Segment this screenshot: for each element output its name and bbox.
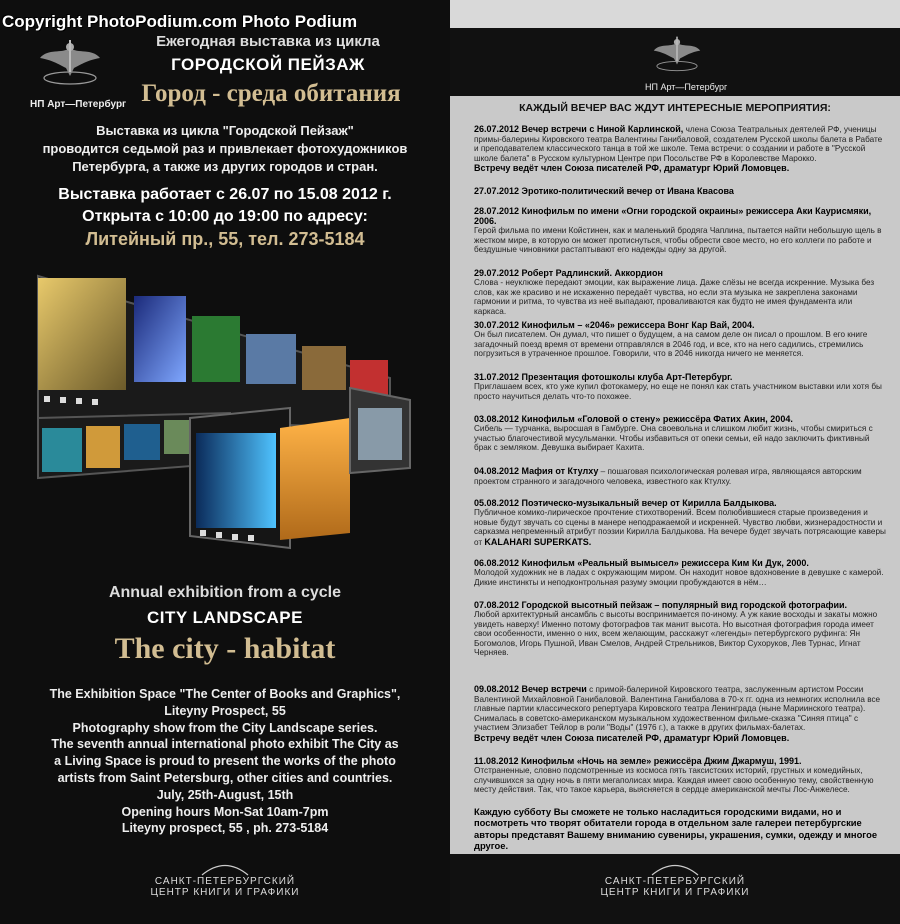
event-text: – пошаговая психологическая ролевая игра, являющаяся авторским проектом странного и загадочного человека, известного как Ктулху.	[474, 467, 862, 486]
ru-title-main: Город - среда обитания	[141, 80, 401, 107]
event-text: Герой фильма по имени Койстинен, как и маленький бродяга Чаплина, пытается найти небольшую щель в жестком мире, в которую он может протиснуться, чтобы обрести свое место, но его коллеги по работе и бездушные чиновники растаптывают его надежды одну за другой.	[474, 226, 882, 255]
en-title-line2: CITY LANDSCAPE	[147, 608, 303, 627]
ru-address: Литейный пр., 55, тел. 273-5184	[85, 229, 365, 249]
en-desc-line: The Exhibition Space "The Center of Books and Graphics",	[49, 687, 401, 701]
en-desc-line: Photography show from the City Landscape series.	[72, 720, 378, 735]
logo-caption: НП Арт—Петербург	[645, 82, 728, 92]
event-item	[474, 414, 886, 453]
event-title: 03.08.2012 Кинофильм «Головой о стену» режиссёра Фатих Акин, 2004.	[474, 414, 793, 424]
event-text: члена Союза Театральных деятелей РФ, ученицы примы-балерины Кировского театра Валентины Ганибаловой, создателем Русской школы балета в Рабате и преподавателем классического танца в той же школе. Тема встречи: о создании и работе в "Русской школе балета" в Русском культурном Центре при Посольстве РФ в Королевстве Марокко.	[474, 125, 883, 163]
en-desc-line: The seventh annual international photo exhibit The City as	[51, 737, 399, 752]
program-closing: Каждую субботу Вы сможете не только насладиться городскими видами, но и посмотреть что творят обитатели города в отдельном зале галереи петербургские авторы представят Вашему вниманию сувениры, украшения, сумки, одежду и многое другое.	[474, 806, 878, 852]
angel-logo-icon	[645, 32, 709, 80]
top-strip	[450, 0, 900, 28]
en-desc-line: July, 25th-August, 15th	[156, 787, 294, 802]
event-text: с примой-балериной Кировского театра, заслуженным артистом России Валентиной Михайловной Ганибаловой. Валентина Ганибалова в 70-х гг. одна из немногих исполнила все главные партии классического репертуара Кировского театра Ленинграда (ныне Мариинского театра). Снималась в советско-американском музыкальном художественном фильме-сказка "Синяя птица" с участием Элизабет Тейлор в роли "Воды" (1976 г.), а также в других фильмах-балетах.	[474, 685, 881, 733]
event-item	[474, 558, 886, 587]
ru-title-line1: Ежегодная выставка из цикла	[156, 33, 380, 50]
en-desc-line: Liteyny prospect, 55 , ph. 273-5184	[121, 821, 329, 836]
event-text: Сибель — турчанка, выросшая в Гамбурге. Она своевольна и слишком любит жизнь, чтобы смириться с участью благочестивой мусульманки. Чтобы избавиться от опеки семьи, ей надо заключить фиктивный брак с земляком. Девушка выбирает Кахита.	[474, 424, 873, 453]
event-title: 11.08.2012 Кинофильм «Ночь на земле» режиссёра Джим Джармуш, 1991.	[474, 756, 802, 766]
poster-right	[450, 0, 900, 924]
footer-line: ЦЕНТР КНИГИ И ГРАФИКИ	[150, 887, 300, 898]
film-strip-image	[30, 268, 430, 558]
event-item	[474, 498, 886, 547]
event-title: 29.07.2012 Роберт Радлинский. Аккордион	[474, 268, 663, 278]
event-title: 28.07.2012 Кинофильм по имени «Огни городской окраины» режиссера Аки Каурисмяки, 2006.	[474, 206, 872, 226]
en-desc-line: a Living Space is proud to present the works of the photo	[54, 754, 396, 769]
event-note: Встречу ведёт член Союза писателей РФ, драматург Юрий Ломовцев.	[474, 732, 790, 743]
event-title: 26.07.2012 Вечер встречи с Ниной Карлинской,	[474, 124, 684, 134]
footer-line: ЦЕНТР КНИГИ И ГРАФИКИ	[600, 887, 750, 898]
ru-desc-line: Петербурга, а также из других городов и стран.	[72, 159, 378, 174]
angel-logo-icon	[30, 34, 110, 96]
footer-line: САНКТ-ПЕТЕРБУРГСКИЙ	[604, 876, 746, 887]
event-text: Отстраненные, словно подсмотренные из космоса пять таксистских историй, грустных и комедийных, случившихся за одну ночь в пяти мегаполисах мира. Каждая имеет свою особенную тему, свойственную месту действия. Так, что такое карьера, выясняется в сердце американской мечты Лос-Анжелесе.	[474, 766, 874, 795]
event-item	[474, 206, 886, 255]
event-note: KALAHARI SUPERKATS.	[484, 536, 592, 547]
event-text: Любой архитектурный ансамбль с высоты воспринимается по-иному. А уж какие восходы и закаты можно увидеть наверху! Именно потому фотографов так манит высота. Но высотная фотография города имеет свои особенности, именно о них, всем желающим, расскажут «легенды» петербургского руфинга: Ян Богомолов, Игорь Пушной, Иван Смелов, Андрей Стрельников, Виктор Сухоруков, Лев Турнас, Игнат Черняев.	[474, 610, 878, 658]
event-item	[474, 756, 886, 795]
event-item	[474, 600, 886, 658]
logo-small	[645, 32, 728, 92]
en-desc-line: artists from Saint Petersburg, other cities and countries.	[57, 770, 393, 785]
event-note: Встречу ведёт член Союза писателей РФ, драматург Юрий Ломовцев.	[474, 163, 790, 174]
watermark: Copyright PhotoPodium.com Photo Podium	[2, 12, 358, 31]
event-title: 05.08.2012 Поэтическо-музыкальный вечер от Кирилла Балдыкова.	[474, 498, 777, 508]
event-title: 06.08.2012 Кинофильм «Реальный вымысел» режиссера Ким Ки Дук, 2000.	[474, 558, 809, 568]
event-item	[474, 124, 886, 173]
en-description	[20, 686, 430, 837]
arch-icon	[650, 862, 700, 876]
event-text: Публичное комико-лирическое прочтение стихотворений. Всем полюбившиеся старые произведения и новые будут звучать со сцены в манере неподражаемой и искренней. Чувство любви, жизнерадостности и сарказма непременный атрибут поэзии Кирилла Балдыкова. На вечере будет звучать потрясающие каверы от	[474, 508, 886, 547]
event-item	[474, 320, 886, 359]
ru-desc-line: Выставка из цикла "Городской Пейзаж"	[96, 123, 354, 138]
arch-icon	[200, 862, 250, 876]
ru-title-line2: ГОРОДСКОЙ ПЕЙЗАЖ	[171, 55, 365, 74]
program-heading: КАЖДЫЙ ВЕЧЕР ВАС ЖДУТ ИНТЕРЕСНЫЕ МЕРОПРИЯТИЯ:	[519, 102, 831, 114]
event-title: 30.07.2012 Кинофильм – «2046» режиссера Вонг Кар Вай, 2004.	[474, 320, 755, 330]
event-item	[474, 268, 886, 316]
event-title: 09.08.2012 Вечер встречи	[474, 684, 587, 694]
ru-dates: Выставка работает с 26.07 по 15.08 2012 г.	[58, 186, 392, 203]
event-item	[474, 372, 886, 401]
event-item	[474, 684, 886, 743]
ru-hours: Открыта с 10:00 до 19:00 по адресу:	[82, 208, 368, 225]
footer-center-name	[0, 876, 450, 898]
event-text: Приглашаем всех, кто уже купил фотокамеру, но еще не понял как стать участником выставки или хотя бы просто научиться делать что-то похожее.	[474, 382, 882, 401]
event-title: 07.08.2012 Городской высотный пейзаж – популярный вид городской фотографии.	[474, 600, 848, 610]
en-desc-line: Liteyny Prospect, 55	[164, 703, 286, 718]
event-text: Молодой художник не в ладах с окружающим миром. Он находит новое вдохновение в девушке с камерой. Дикие инстинкты и неподконтрольная разуму эмоции пробуждаются в нём…	[474, 568, 884, 587]
program-sheet	[450, 96, 900, 854]
en-title-main: The city - habitat	[114, 632, 336, 665]
event-title: 31.07.2012 Презентация фотошколы клуба Арт-Петербург.	[474, 372, 733, 382]
event-text: Он был писателем. Он думал, что пишет о будущем, а на самом деле он писал о прошлом. В его книге загадочный поезд время от времени отправлялся в 2046 год, и все, кто на него садились, стремились погрузиться в утраченное прошлое. Говорили, что в 2046 никогда ничего не меняется.	[474, 330, 868, 359]
event-title: 04.08.2012 Мафия от Ктулху	[474, 466, 599, 476]
logo-caption: НП Арт—Петербург	[30, 99, 127, 110]
footer-line: САНКТ-ПЕТЕРБУРГСКИЙ	[154, 876, 296, 887]
en-desc-line: Opening hours Mon-Sat 10am-7pm	[121, 804, 329, 819]
footer-center-name	[450, 876, 900, 898]
event-item	[474, 186, 886, 197]
logo	[30, 34, 127, 110]
event-item	[474, 466, 886, 486]
ru-description	[20, 122, 430, 176]
en-title-line1: Annual exhibition from a cycle	[108, 584, 342, 601]
event-title: 27.07.2012 Эротико-политический вечер от Ивана Квасова	[474, 186, 734, 196]
ru-schedule	[10, 184, 440, 228]
event-text: Слова - неуклюже передают эмоции, как выражение лица. Даже слёзы не всегда искренние. Музыка без слов, как же красиво и не искаженно передаёт чувства, но если эта музыка не закреплена законами гармонии и ритма, то чувства из неё выпадают, проваливаются как будто не имея фундамента или каркаса.	[474, 278, 875, 316]
ru-desc-line: проводится седьмой раз и привлекает фотохудожников	[42, 141, 408, 156]
